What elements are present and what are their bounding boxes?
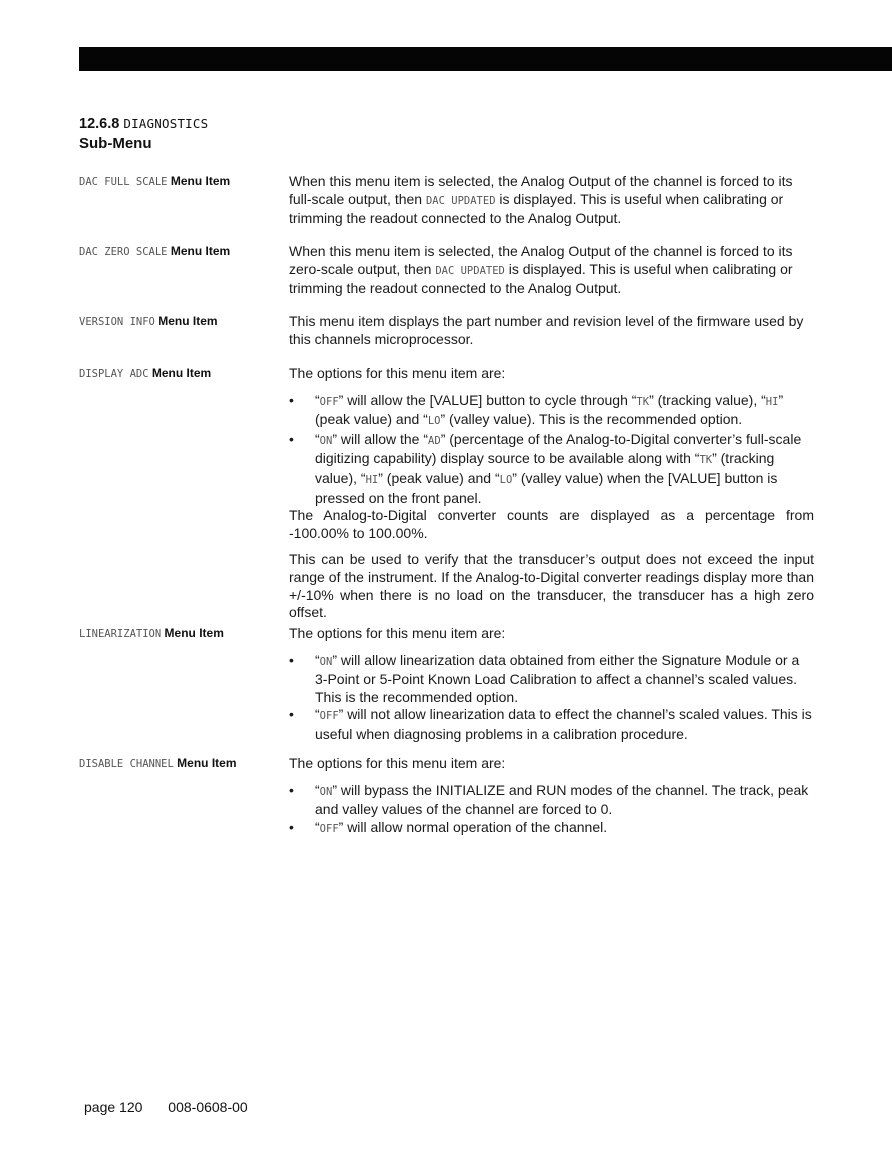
list-item: • “OFF” will allow normal operation of the channel. [289,819,814,839]
page-number: page 120 [84,1099,143,1115]
menu-item-description [289,755,814,838]
options-intro: The options for this menu item are: [289,625,506,641]
menu-item-label: DAC FULL SCALE Menu Item [79,174,231,188]
menu-item-label: DISABLE CHANNEL Menu Item [79,756,237,770]
list-item: • “ON” will allow the “AD” (percentage of the Analog-to-Digital converter’s full-scale digitizing capability) display source to be available along with “TK” (tracking value), “HI” (peak value) and “LO” (valley value) when the [VALUE] button is pressed on the front panel. [289,431,814,507]
menu-item-description [289,365,814,622]
page-footer [84,1099,248,1115]
list-item: • “OFF” will allow the [VALUE] button to cycle through “TK” (tracking value), “HI” (peak value) and “LO” (valley value). This is the recommended option. [289,392,814,431]
menu-item-label: LINEARIZATION Menu Item [79,626,224,640]
verify-paragraph: This can be used to verify that the transducer’s output does not exceed the input range of the instrument. If the Analog-to-Digital converter readings display more than +/-10% when there is no load on the transducer, the transducer has a high zero offset. [289,551,814,621]
menu-item-label: DAC ZERO SCALE Menu Item [79,244,231,258]
section-subtitle: Sub-Menu [79,135,152,152]
options-intro: The options for this menu item are: [289,365,506,381]
section-heading [79,114,208,154]
options-list [289,392,814,508]
document-number: 008-0608-00 [168,1099,248,1115]
options-list [289,782,814,839]
options-intro: The options for this menu item are: [289,755,506,771]
menu-item-label: DISPLAY ADC Menu Item [79,366,212,380]
list-item: • “ON” will bypass the INITIALIZE and RUN modes of the channel. The track, peak and valley values of the channel are forced to 0. [289,782,814,819]
list-item: • “OFF” will not allow linearization data to effect the channel’s scaled values. This is useful when diagnosing problems in a calibration procedure. [289,706,814,743]
section-name: DIAGNOSTICS [123,116,209,131]
menu-item-description: When this menu item is selected, the Analog Output of the channel is forced to its zero-scale output, then DAC UPDATED is displayed. This is useful when calibrating or trimming the readout connected to the Analog Output. [289,243,793,297]
header-bar [79,47,892,71]
menu-item-description [289,625,814,744]
menu-item-description: This menu item displays the part number and revision level of the firmware used by this channels microprocessor. [289,313,804,347]
counts-paragraph: The Analog-to-Digital converter counts are displayed as a percentage from -100.00% to 100.00%. [289,507,814,541]
menu-item-label: VERSION INFO Menu Item [79,314,218,328]
list-item: • “ON” will allow linearization data obtained from either the Signature Module or a 3-Point or 5-Point Known Load Calibration to affect a channel’s scaled values. This is the recommended option. [289,652,814,707]
options-list [289,652,814,744]
menu-item-description: When this menu item is selected, the Analog Output of the channel is forced to its full-scale output, then DAC UPDATED is displayed. This is useful when calibrating or trimming the readout connected to the Analog Output. [289,173,793,227]
section-number: 12.6.8 [79,116,120,132]
